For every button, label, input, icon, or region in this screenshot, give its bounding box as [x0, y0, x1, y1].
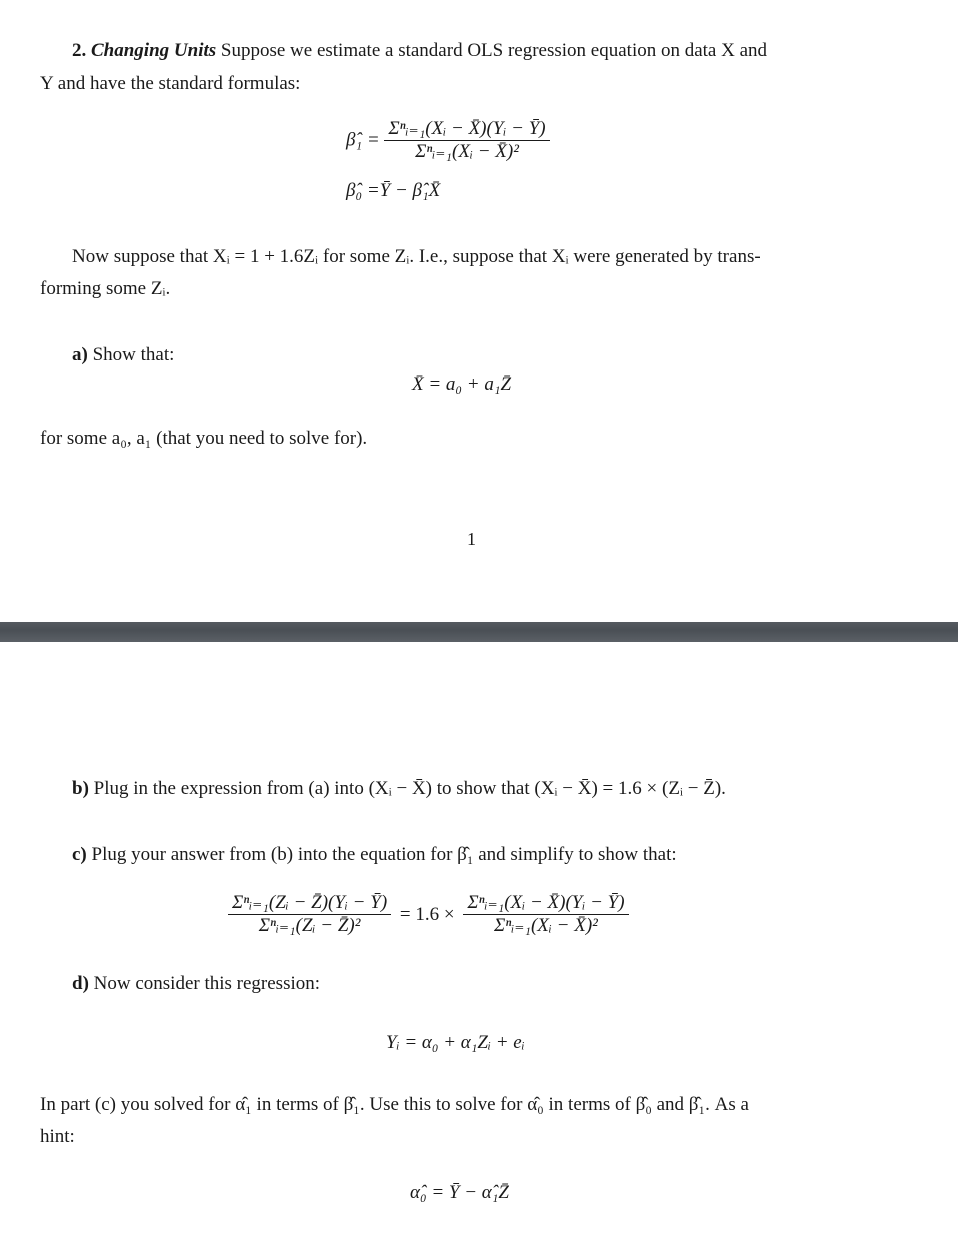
part-a-text: Show that:	[92, 344, 175, 365]
page-1	[0, 0, 958, 622]
beta1-denominator: Σⁿᵢ₌₁(Xᵢ − X̄)²	[415, 141, 519, 162]
beta1-numerator: Σⁿᵢ₌₁(Xᵢ − X̄)(Yᵢ − Ȳ)	[384, 118, 549, 141]
hint-line-2: hint:	[40, 1126, 75, 1147]
problem-heading-line	[72, 34, 767, 67]
part-a-equation: X̄ = a₀ + a₁Z̄	[412, 374, 512, 395]
hint-line-1: In part (c) you solved for α̂₁ in terms of β̂₁. Use this to solve for α̂₀ in terms of β̂₀ and β̂₁. As a	[40, 1094, 749, 1115]
beta1-lhs: β̂₁ =	[346, 129, 380, 151]
hint-equation: α̂₀ = Ȳ − α̂₁Z̄	[410, 1182, 509, 1203]
part-d-equation: Yᵢ = α₀ + α₁Zᵢ + eᵢ	[386, 1032, 525, 1053]
part-c-lhs-denominator: Σⁿᵢ₌₁(Zᵢ − Z̄)²	[258, 915, 361, 936]
part-c-text: Plug your answer from (b) into the equation for β̂₁ and simplify to show that:	[91, 844, 677, 865]
part-b-text: Plug in the expression from (a) into (Xᵢ − X̄) to show that (Xᵢ − X̄) = 1.6 × (Zᵢ − Z̄).	[93, 778, 726, 799]
part-d-text: Now consider this regression:	[93, 973, 321, 994]
part-c-line	[72, 838, 677, 871]
part-b-label: b)	[72, 778, 89, 799]
part-a-label: a)	[72, 344, 88, 365]
part-c-label: c)	[72, 844, 87, 865]
page-number: 1	[467, 529, 476, 549]
page-2	[0, 642, 958, 1254]
part-c-lhs-numerator: Σⁿᵢ₌₁(Zᵢ − Z̄)(Yᵢ − Ȳ)	[228, 892, 391, 915]
suppose-line-1: Now suppose that Xᵢ = 1 + 1.6Zᵢ for some Zᵢ. I.e., suppose that Xᵢ were generated by trans-	[72, 246, 761, 267]
beta0-formula: β̂₀ =Ȳ − β̂₁X̄	[346, 180, 441, 201]
page-divider	[0, 622, 958, 642]
part-c-multiplier: = 1.6 ×	[399, 903, 455, 925]
intro-line-2: Y and have the standard formulas:	[40, 73, 301, 94]
problem-title: Changing Units	[91, 40, 217, 61]
part-a-line	[72, 338, 174, 371]
beta1-formula	[346, 118, 550, 163]
part-c-equation	[228, 892, 629, 937]
part-b-line	[72, 772, 726, 805]
part-a-followup: for some a₀, a₁ (that you need to solve for).	[40, 428, 368, 449]
suppose-line-2: forming some Zᵢ.	[40, 278, 171, 299]
part-d-line	[72, 967, 320, 1000]
intro-line-1: Suppose we estimate a standard OLS regression equation on data X and	[220, 40, 768, 61]
part-c-rhs-denominator: Σⁿᵢ₌₁(Xᵢ − X̄)²	[494, 915, 598, 936]
problem-number: 2.	[72, 40, 87, 61]
part-c-rhs-numerator: Σⁿᵢ₌₁(Xᵢ − X̄)(Yᵢ − Ȳ)	[463, 892, 628, 915]
part-d-label: d)	[72, 973, 89, 994]
